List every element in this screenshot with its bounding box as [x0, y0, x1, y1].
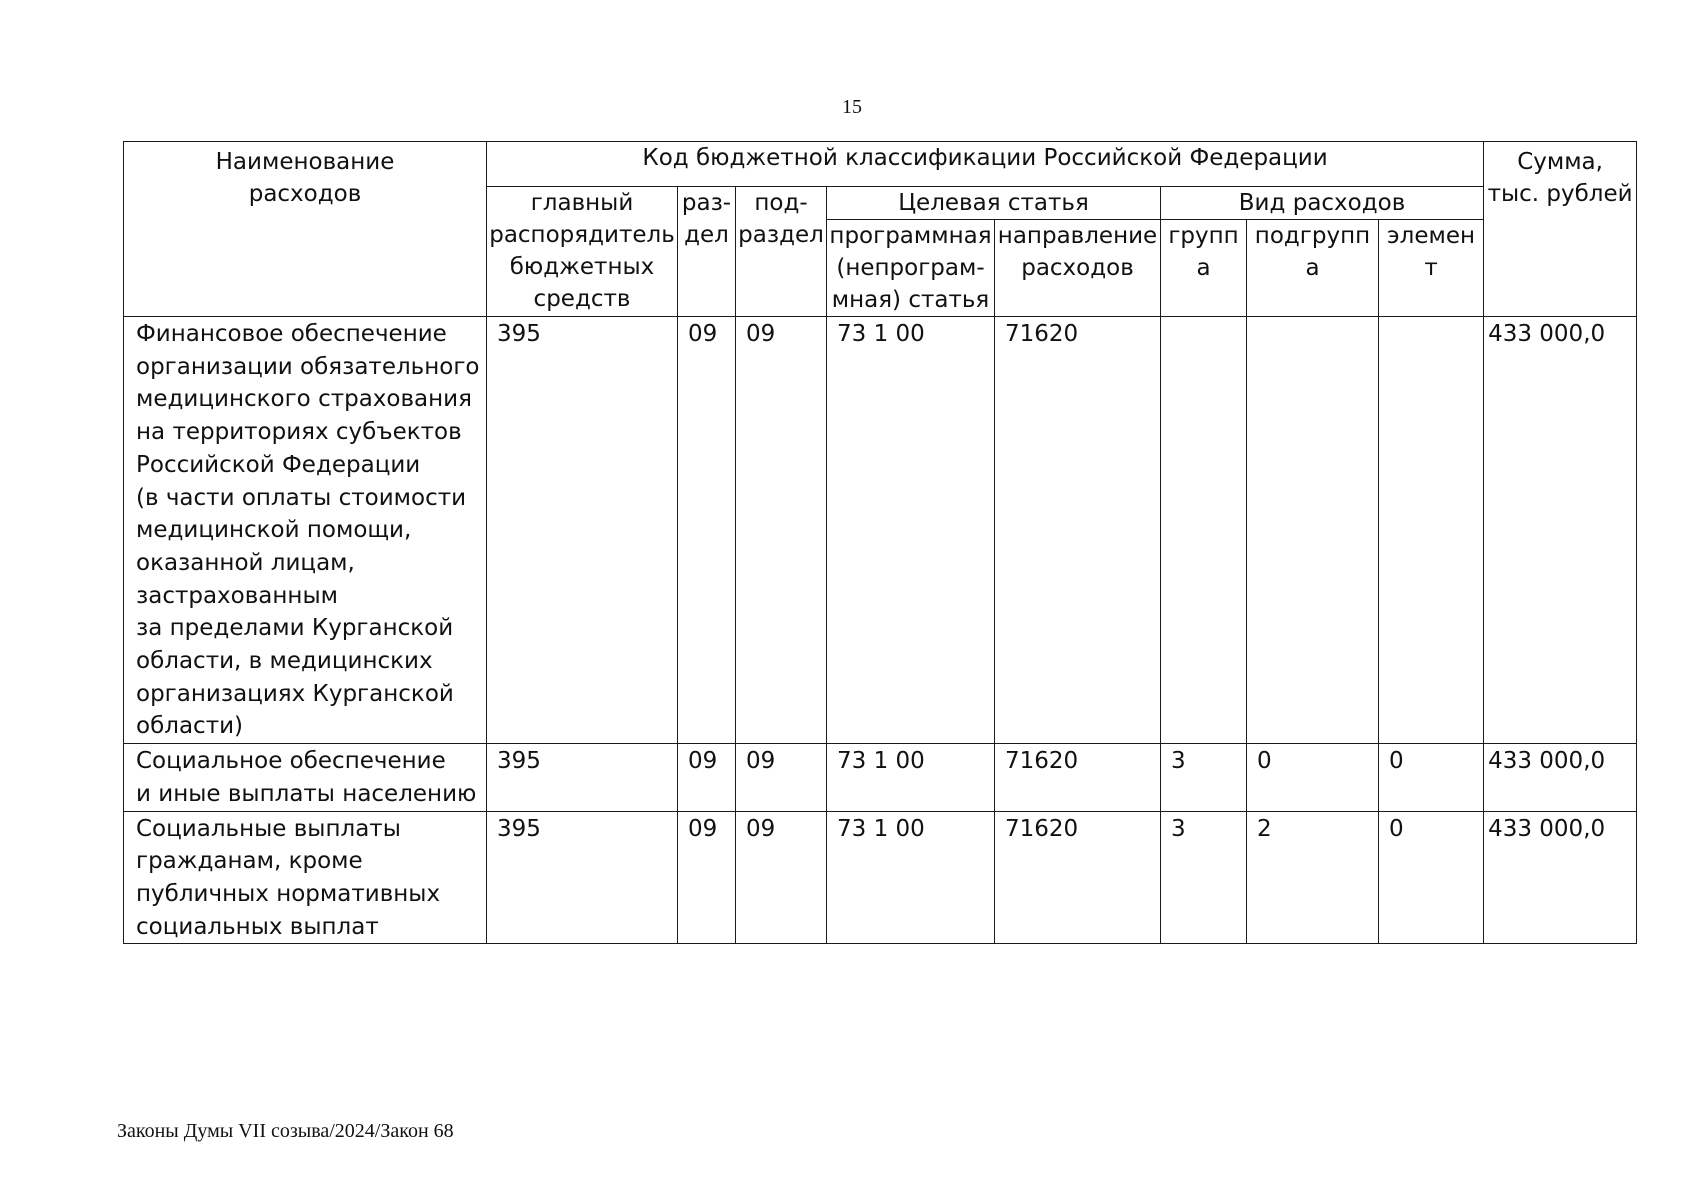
header-main-manager: главный распорядитель бюджетных средств — [487, 187, 678, 317]
header-name: Наименование расходов — [124, 142, 487, 317]
cell-sum: 433 000,0 — [1484, 811, 1637, 944]
cell-subsection: 09 — [736, 811, 827, 944]
row-name: Финансовое обеспечение организации обязательного медицинского страхования на территориях субъектов Российской Федерации (в части оплаты стоимости медицинской помощи, оказанной лицам, застрахованным за пределами Курганской области, в медицинских организациях Курганской области) — [124, 317, 487, 744]
header-target-article: Целевая статья — [827, 187, 1161, 220]
cell-program-article: 73 1 00 — [827, 317, 995, 744]
row-name: Социальные выплаты гражданам, кроме публичных нормативных социальных выплат — [124, 811, 487, 944]
cell-subgroup: 0 — [1247, 744, 1379, 811]
cell-program-article: 73 1 00 — [827, 744, 995, 811]
cell-main-manager: 395 — [487, 811, 678, 944]
header-section: раз- дел — [678, 187, 736, 317]
header-element: элемент — [1379, 220, 1484, 317]
cell-direction: 71620 — [995, 744, 1161, 811]
budget-table — [123, 141, 1637, 944]
header-subgroup: подгруппа — [1247, 220, 1379, 317]
footer-doc-reference: Законы Думы VII созыва/2024/Закон 68 — [117, 1120, 454, 1142]
cell-subsection: 09 — [736, 744, 827, 811]
header-subsection: под- раздел — [736, 187, 827, 317]
table-header-row-1 — [124, 142, 1637, 187]
cell-group: 3 — [1161, 744, 1247, 811]
cell-sum: 433 000,0 — [1484, 744, 1637, 811]
cell-subgroup: 2 — [1247, 811, 1379, 944]
cell-element: 0 — [1379, 811, 1484, 944]
cell-group — [1161, 317, 1247, 744]
table-row — [124, 811, 1637, 944]
cell-main-manager: 395 — [487, 317, 678, 744]
cell-element: 0 — [1379, 744, 1484, 811]
cell-subgroup — [1247, 317, 1379, 744]
header-code-group: Код бюджетной классификации Российской Федерации — [487, 142, 1484, 187]
cell-element — [1379, 317, 1484, 744]
cell-section: 09 — [678, 811, 736, 944]
cell-subsection: 09 — [736, 317, 827, 744]
cell-direction: 71620 — [995, 317, 1161, 744]
cell-program-article: 73 1 00 — [827, 811, 995, 944]
table-row — [124, 317, 1637, 744]
cell-sum: 433 000,0 — [1484, 317, 1637, 744]
header-program-article: программная (непрограм- мная) статья — [827, 220, 995, 317]
cell-section: 09 — [678, 317, 736, 744]
header-expense-type: Вид расходов — [1161, 187, 1484, 220]
page-number: 15 — [842, 96, 862, 118]
header-sum: Сумма, тыс. рублей — [1484, 142, 1637, 317]
header-group: группа — [1161, 220, 1247, 317]
cell-direction: 71620 — [995, 811, 1161, 944]
table-row — [124, 744, 1637, 811]
cell-main-manager: 395 — [487, 744, 678, 811]
cell-group: 3 — [1161, 811, 1247, 944]
cell-section: 09 — [678, 744, 736, 811]
header-direction: направление расходов — [995, 220, 1161, 317]
row-name: Социальное обеспечение и иные выплаты населению — [124, 744, 487, 811]
